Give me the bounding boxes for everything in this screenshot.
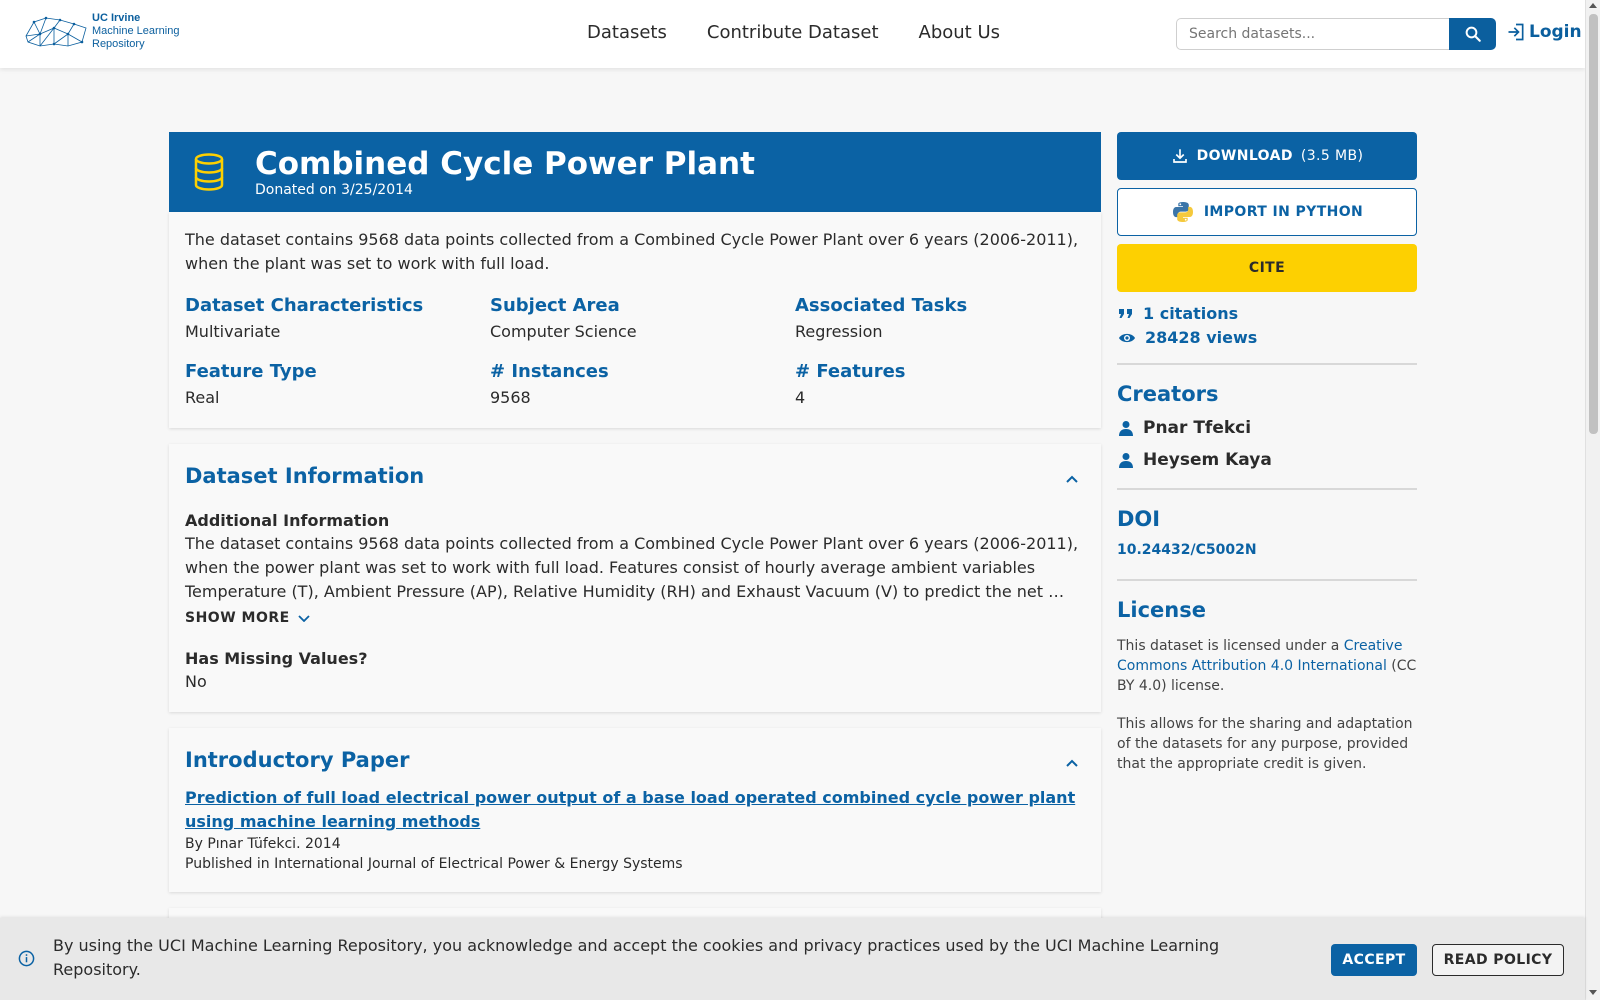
dataset-summary-card	[169, 212, 1101, 428]
logo-line-3: Repository	[92, 38, 145, 50]
login-label: Login	[1529, 22, 1582, 42]
scroll-thumb[interactable]	[1589, 14, 1598, 434]
top-navbar	[0, 0, 1585, 68]
attr-value: Real	[185, 388, 220, 407]
read-policy-button[interactable]: READ POLICY	[1432, 944, 1564, 976]
attr-label: Dataset Characteristics	[185, 295, 424, 316]
paper-authors: By Pınar Tüfekci. 2014	[185, 836, 341, 852]
chevron-up-icon[interactable]	[1065, 474, 1079, 484]
attr-associated-tasks	[795, 294, 1085, 344]
paper-link[interactable]: Prediction of full load electrical power output of a base load operated combined cycle power plant using machine learning methods	[185, 788, 1076, 831]
license-text	[1117, 636, 1417, 696]
doi-title: DOI	[1117, 507, 1161, 531]
accept-cookies-button[interactable]: ACCEPT	[1331, 944, 1417, 976]
dataset-description: The dataset contains 9568 data points collected from a Combined Cycle Power Plant over 6 years (2006-2011), when the plant was set to work with full load.	[185, 230, 1079, 273]
cookie-message: By using the UCI Machine Learning Repository, you acknowledge and accept the cookies and privacy practices used by the UCI Machine Learning Repository.	[53, 936, 1220, 979]
creators-title: Creators	[1117, 382, 1219, 406]
person-icon	[1119, 420, 1133, 436]
show-more-button[interactable]	[185, 610, 1085, 626]
license-pre: This dataset is licensed under a	[1117, 638, 1344, 654]
creator-item	[1119, 450, 1272, 470]
python-icon	[1171, 200, 1195, 224]
eye-icon	[1118, 331, 1136, 345]
nav-datasets[interactable]: Datasets	[587, 22, 667, 43]
attr-feature-type	[185, 360, 490, 410]
dataset-title: Combined Cycle Power Plant	[255, 146, 755, 182]
title-text	[255, 146, 755, 198]
citations-count: 1 citations	[1143, 304, 1239, 323]
info-icon	[18, 950, 35, 967]
search-bar	[1176, 18, 1496, 50]
dataset-stats	[1118, 302, 1257, 350]
search-button[interactable]	[1449, 18, 1496, 50]
page-scrollbar[interactable]	[1585, 0, 1600, 1000]
attr-label: Subject Area	[490, 295, 620, 316]
logo-line-2: Machine Learning	[92, 25, 180, 37]
attr-subject-area	[490, 294, 795, 344]
attributes-grid	[185, 294, 1085, 410]
paper-published: Published in International Journal of Electrical Power & Energy Systems	[185, 856, 683, 872]
search-input[interactable]	[1176, 18, 1449, 50]
attr-value: 4	[795, 388, 806, 407]
database-icon	[193, 153, 225, 191]
dataset-information-title[interactable]: Dataset Information	[185, 464, 425, 488]
cite-label: CITE	[1248, 260, 1286, 276]
nav-about-us[interactable]: About Us	[918, 22, 1000, 43]
dataset-title-banner	[169, 132, 1101, 212]
creator-name: Pnar Tfekci	[1143, 418, 1252, 438]
scroll-up-arrow-icon[interactable]	[1589, 3, 1597, 8]
import-in-python-label: IMPORT IN PYTHON	[1203, 204, 1364, 220]
attr-value: Multivariate	[185, 322, 281, 341]
search-icon	[1464, 25, 1482, 43]
attr-features	[795, 360, 1085, 410]
login-button[interactable]	[1506, 22, 1582, 42]
dataset-information-card	[169, 444, 1101, 712]
logo-line-1: UC Irvine	[92, 12, 141, 24]
uci-logo[interactable]	[24, 12, 179, 51]
attr-dataset-characteristics	[185, 294, 490, 344]
missing-values-title: Has Missing Values?	[185, 649, 368, 668]
show-more-label: SHOW MORE	[185, 610, 290, 626]
attr-label: # Features	[795, 361, 906, 382]
attr-value: Computer Science	[490, 322, 637, 341]
cookie-banner	[0, 918, 1585, 1000]
download-label: DOWNLOAD	[1196, 148, 1293, 164]
donated-date: Donated on 3/25/2014	[255, 182, 413, 198]
additional-information-text: The dataset contains 9568 data points collected from a Combined Cycle Power Plant over 6 years (2006-2011), when the power plant was set to work with full load. Features consist of hourly average ambient variables Temperature (T), Ambient Pressure (AP), Relative Humidity (RH) and Exhaust Vacuum (V) to predict the net …	[185, 534, 1079, 601]
quote-icon	[1118, 307, 1134, 321]
license-link[interactable]: Creative Commons Attribution 4.0 International	[1117, 638, 1403, 674]
login-icon	[1506, 22, 1526, 42]
license-note: This allows for the sharing and adaptation of the datasets for any purpose, provided that the appropriate credit is given.	[1117, 716, 1413, 772]
attr-label: Feature Type	[185, 361, 317, 382]
person-icon	[1119, 452, 1133, 468]
import-in-python-button[interactable]	[1117, 188, 1417, 236]
download-size: (3.5 MB)	[1300, 148, 1364, 164]
attr-value: 9568	[490, 388, 531, 407]
license-title: License	[1117, 598, 1206, 622]
scroll-down-arrow-icon[interactable]	[1589, 990, 1597, 995]
chevron-up-icon[interactable]	[1065, 758, 1079, 768]
views-stat	[1118, 326, 1257, 350]
download-button[interactable]	[1117, 132, 1417, 180]
attr-instances	[490, 360, 795, 410]
missing-values-value: No	[185, 672, 207, 691]
introductory-paper-card	[169, 728, 1101, 892]
additional-information-title: Additional Information	[185, 511, 390, 530]
attr-label: Associated Tasks	[795, 295, 968, 316]
attr-label: # Instances	[490, 361, 609, 382]
sidebar-divider	[1117, 363, 1417, 365]
citations-link[interactable]	[1118, 302, 1257, 326]
creator-item	[1119, 418, 1251, 438]
creator-name: Heysem Kaya	[1143, 450, 1272, 470]
network-logo-icon	[24, 14, 88, 50]
views-count: 28428 views	[1145, 328, 1258, 347]
doi-link[interactable]: 10.24432/C5002N	[1117, 542, 1257, 558]
main-nav	[587, 22, 1000, 43]
introductory-paper-title[interactable]: Introductory Paper	[185, 748, 410, 772]
cite-button[interactable]	[1117, 244, 1417, 292]
nav-contribute-dataset[interactable]: Contribute Dataset	[706, 22, 879, 43]
download-icon	[1171, 147, 1189, 165]
sidebar-divider	[1117, 488, 1417, 490]
attr-value: Regression	[795, 322, 883, 341]
logo-text	[92, 12, 179, 51]
license-post: (CC BY 4.0) license.	[1117, 658, 1417, 694]
database-icon-wrap	[169, 153, 249, 191]
sidebar-divider	[1117, 579, 1417, 581]
chevron-down-icon	[298, 614, 310, 622]
